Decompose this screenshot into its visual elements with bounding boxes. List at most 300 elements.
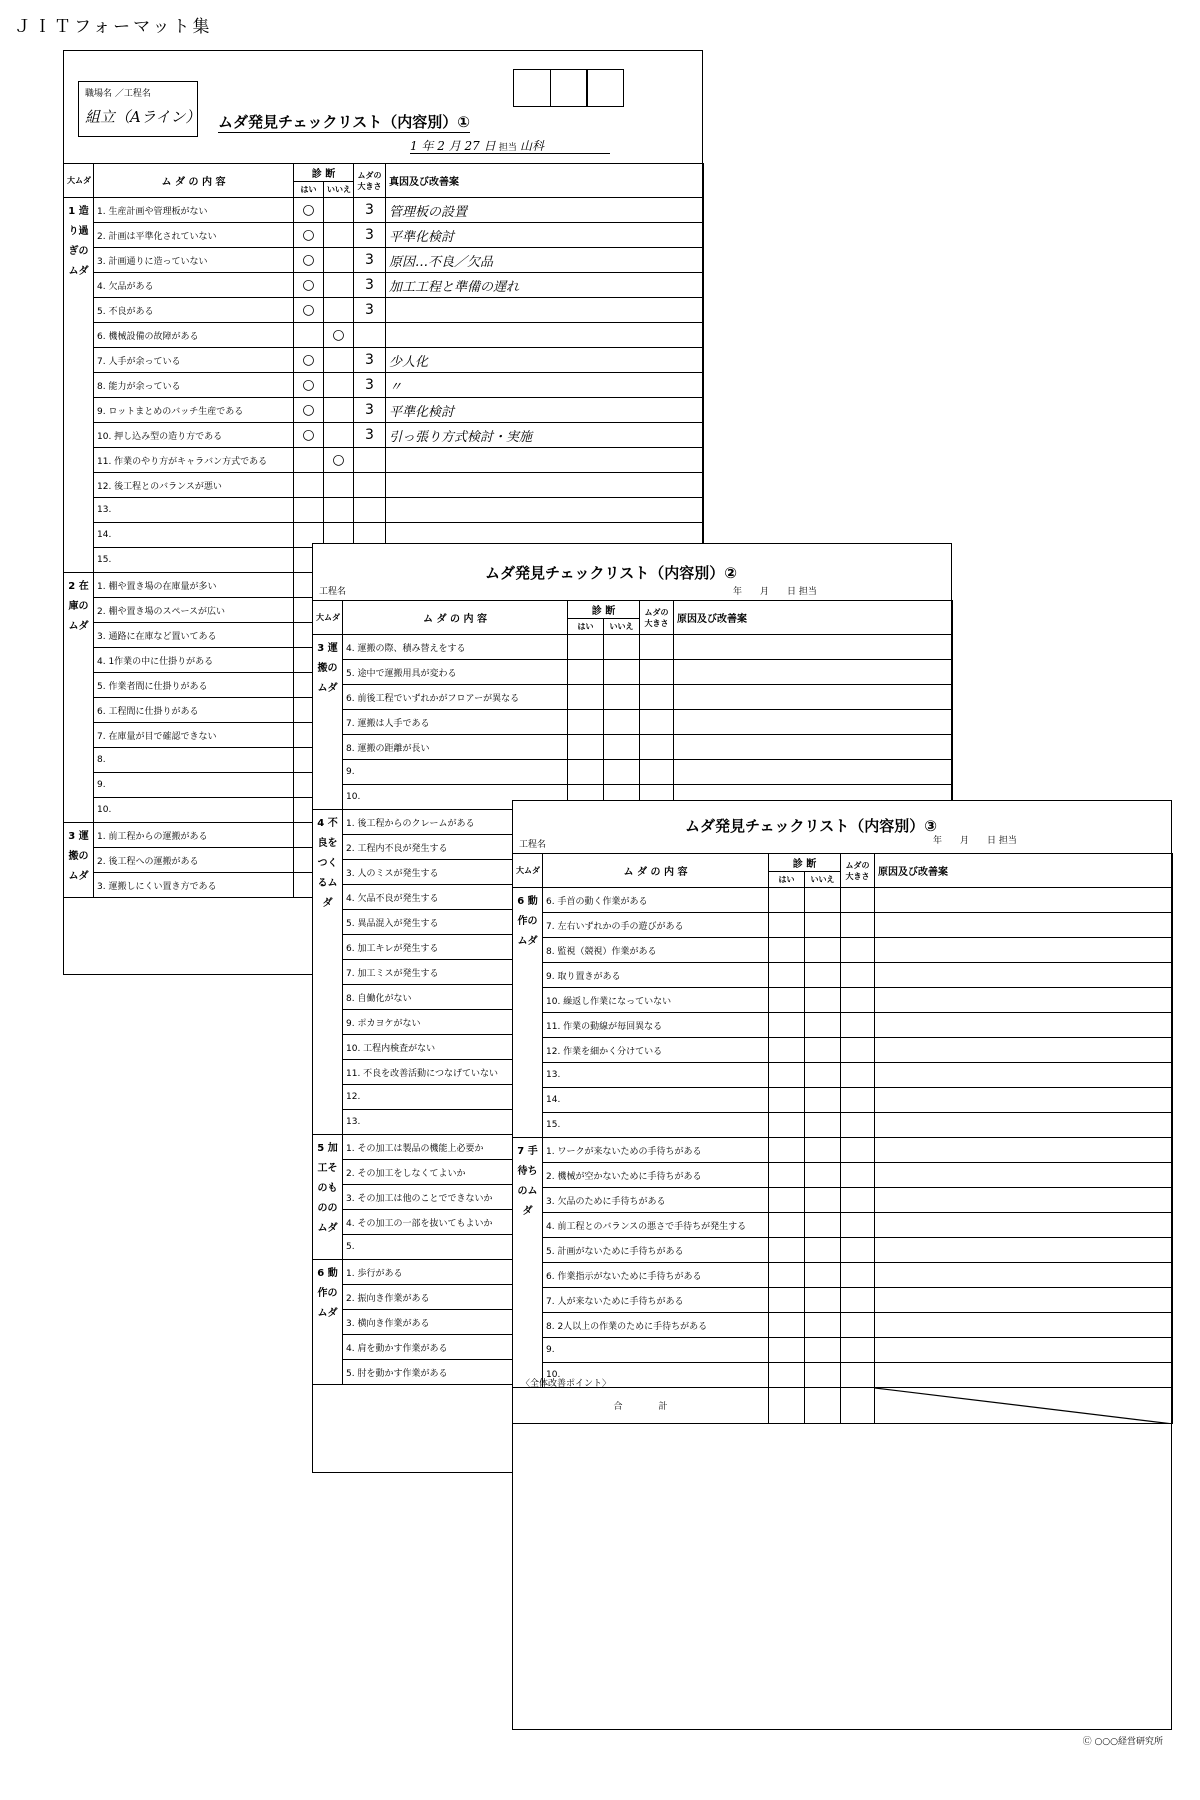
- table-row: [313, 660, 953, 685]
- col-cause-header: 原因及び改善案: [674, 601, 953, 635]
- table-row: [64, 198, 704, 223]
- waste-item: 7. 加工ミスが発生する: [343, 960, 568, 985]
- yes-check-cell[interactable]: ○: [294, 348, 324, 373]
- cause-cell[interactable]: [674, 760, 953, 785]
- workplace-value: 組立（Aライン）: [85, 108, 201, 126]
- category-cell: 4 不良をつくるムダ: [313, 810, 343, 1135]
- table-row: [313, 735, 953, 760]
- no-check-cell[interactable]: [324, 398, 354, 423]
- col-size-header: ムダの大きさ: [640, 601, 674, 635]
- person-value: 山科: [520, 139, 545, 153]
- waste-item: 9.: [543, 1338, 769, 1363]
- no-check-cell[interactable]: [604, 735, 640, 760]
- no-check-cell[interactable]: [324, 273, 354, 298]
- waste-item: 9.: [343, 760, 568, 785]
- waste-size-cell[interactable]: [841, 1088, 875, 1113]
- approval-stamp-boxes: [515, 69, 624, 107]
- waste-item: 8.: [94, 748, 294, 773]
- waste-size-cell[interactable]: [841, 1263, 875, 1288]
- waste-size-cell[interactable]: [841, 1288, 875, 1313]
- cause-cell[interactable]: [875, 963, 1173, 988]
- waste-size-cell[interactable]: [354, 448, 386, 473]
- yes-check-cell[interactable]: [769, 963, 805, 988]
- table-row: [64, 273, 704, 298]
- waste-item: 10.: [543, 1363, 769, 1388]
- waste-item: 14.: [94, 523, 294, 548]
- waste-item: 8. 自働化がない: [343, 985, 568, 1010]
- waste-size-cell[interactable]: [841, 1138, 875, 1163]
- waste-item: 13.: [94, 498, 294, 523]
- overall-improvement-label: 〈全体改善ポイント〉: [521, 1379, 612, 1389]
- table-row: [64, 448, 704, 473]
- waste-size-cell[interactable]: 3: [354, 248, 386, 273]
- yes-check-cell[interactable]: ○: [294, 273, 324, 298]
- col-size-header: ムダの大きさ: [841, 854, 875, 888]
- cause-cell[interactable]: [875, 1038, 1173, 1063]
- yes-check-cell[interactable]: [568, 685, 604, 710]
- checklist-sheet-3: [512, 800, 1172, 1747]
- waste-item: 12. 後工程とのバランスが悪い: [94, 473, 294, 498]
- waste-size-cell[interactable]: [841, 1013, 875, 1038]
- waste-item: 13.: [343, 1110, 568, 1135]
- cause-cell[interactable]: [875, 1363, 1173, 1388]
- table-row: [513, 888, 1173, 913]
- waste-size-cell[interactable]: [841, 1213, 875, 1238]
- no-check-cell[interactable]: [805, 1138, 841, 1163]
- cause-cell[interactable]: [875, 1313, 1173, 1338]
- date-line: [410, 137, 610, 154]
- table-row: [513, 1063, 1173, 1088]
- yes-check-cell[interactable]: [769, 1063, 805, 1088]
- yes-check-cell[interactable]: [769, 1263, 805, 1288]
- waste-size-cell[interactable]: 3: [354, 198, 386, 223]
- waste-item: 2. 計画は平準化されていない: [94, 223, 294, 248]
- yes-check-cell[interactable]: [769, 1338, 805, 1363]
- table-row: [64, 498, 704, 523]
- table-row: [64, 298, 704, 323]
- cause-cell[interactable]: [875, 1013, 1173, 1038]
- no-check-cell[interactable]: [805, 1288, 841, 1313]
- col-diag-header: 診 断: [294, 164, 354, 182]
- col-diag-header: 診 断: [568, 601, 640, 619]
- yes-check-cell[interactable]: [769, 1363, 805, 1388]
- category-cell: 1 造り過ぎのムダ: [64, 198, 94, 573]
- waste-size-cell[interactable]: 3: [354, 373, 386, 398]
- no-check-cell[interactable]: [604, 685, 640, 710]
- category-cell: 6 動作のムダ: [313, 1260, 343, 1385]
- table-row: [513, 1163, 1173, 1188]
- waste-item: 7. 左右いずれかの手の遊びがある: [543, 913, 769, 938]
- waste-item: 6. 作業指示がないために手待ちがある: [543, 1263, 769, 1288]
- cause-cell[interactable]: [386, 498, 704, 523]
- waste-item: 1. 後工程からのクレームがある: [343, 810, 568, 835]
- cause-cell[interactable]: [674, 735, 953, 760]
- waste-item: 10.: [94, 798, 294, 823]
- cause-cell[interactable]: 加工工程と準備の遅れ: [386, 273, 704, 298]
- waste-size-cell[interactable]: [841, 963, 875, 988]
- waste-item: 1. 棚や置き場の在庫量が多い: [94, 573, 294, 598]
- yes-check-cell[interactable]: [568, 660, 604, 685]
- no-check-cell[interactable]: [604, 660, 640, 685]
- waste-item: 4. 欠品がある: [94, 273, 294, 298]
- cause-cell[interactable]: [674, 710, 953, 735]
- yes-check-cell[interactable]: [769, 1163, 805, 1188]
- waste-size-cell[interactable]: [841, 1163, 875, 1188]
- waste-size-cell[interactable]: [841, 913, 875, 938]
- cause-cell[interactable]: 引っ張り方式検討・実施: [386, 423, 704, 448]
- cause-cell[interactable]: [875, 1113, 1173, 1138]
- no-check-cell[interactable]: [805, 1013, 841, 1038]
- no-check-cell[interactable]: [805, 1263, 841, 1288]
- cause-cell[interactable]: 管理板の設置: [386, 198, 704, 223]
- waste-item: 6. 加工キレが発生する: [343, 935, 568, 960]
- col-content-header: ム ダ の 内 容: [343, 601, 568, 635]
- waste-item: 5.: [343, 1235, 568, 1260]
- waste-size-cell[interactable]: [640, 735, 674, 760]
- no-check-cell[interactable]: [805, 1088, 841, 1113]
- no-check-cell[interactable]: [805, 1313, 841, 1338]
- yes-check-cell[interactable]: [568, 710, 604, 735]
- waste-item: 3. 欠品のために手待ちがある: [543, 1188, 769, 1213]
- copyright-footer: Ⓒ ○○○経営研究所: [1082, 1737, 1163, 1747]
- table-row: [64, 323, 704, 348]
- waste-item: 1. 前工程からの運搬がある: [94, 823, 294, 848]
- table-row: [513, 1138, 1173, 1163]
- table-row: [64, 223, 704, 248]
- waste-size-cell[interactable]: 3: [354, 398, 386, 423]
- waste-item: 5. 途中で運搬用具が変わる: [343, 660, 568, 685]
- category-cell: 3 運搬のムダ: [64, 823, 94, 898]
- table-row: [513, 1338, 1173, 1363]
- yes-check-cell[interactable]: ○: [294, 373, 324, 398]
- cause-cell[interactable]: 少人化: [386, 348, 704, 373]
- page-header: ＪＩＴフォーマット集: [14, 17, 213, 37]
- waste-size-cell[interactable]: [841, 988, 875, 1013]
- col-yes-header: はい: [294, 182, 324, 198]
- yes-check-cell[interactable]: [769, 913, 805, 938]
- col-no-header: いいえ: [324, 182, 354, 198]
- cause-cell[interactable]: 〃: [386, 373, 704, 398]
- waste-item: 2. 後工程への運搬がある: [94, 848, 294, 873]
- waste-item: 11. 作業のやり方がキャラバン方式である: [94, 448, 294, 473]
- waste-size-cell[interactable]: 3: [354, 298, 386, 323]
- table-row: [313, 760, 953, 785]
- col-yes-header: はい: [769, 872, 805, 888]
- table-row: [313, 685, 953, 710]
- yes-check-cell[interactable]: [769, 1313, 805, 1338]
- cause-cell[interactable]: [875, 938, 1173, 963]
- waste-item: 13.: [543, 1063, 769, 1088]
- waste-size-cell[interactable]: [640, 635, 674, 660]
- waste-size-cell[interactable]: 3: [354, 273, 386, 298]
- yes-check-cell[interactable]: [568, 760, 604, 785]
- waste-item: 9. ロットまとめのバッチ生産である: [94, 398, 294, 423]
- table-row: [313, 635, 953, 660]
- no-check-cell[interactable]: [324, 223, 354, 248]
- cause-cell[interactable]: [875, 1263, 1173, 1288]
- table-row: [513, 1213, 1173, 1238]
- waste-size-cell[interactable]: [640, 660, 674, 685]
- waste-item: 1. その加工は製品の機能上必要か: [343, 1135, 568, 1160]
- yes-check-cell[interactable]: ○: [294, 423, 324, 448]
- waste-item: 8. 能力が余っている: [94, 373, 294, 398]
- waste-item: 7. 在庫量が目で確認できない: [94, 723, 294, 748]
- yes-check-cell[interactable]: [294, 473, 324, 498]
- table-row: [64, 473, 704, 498]
- waste-size-cell[interactable]: [841, 1238, 875, 1263]
- category-cell: 5 加工そのもののムダ: [313, 1135, 343, 1260]
- workplace-box: [78, 81, 201, 137]
- table-row: [513, 988, 1173, 1013]
- cause-cell[interactable]: [386, 323, 704, 348]
- table-row: [513, 938, 1173, 963]
- yes-check-cell[interactable]: [294, 323, 324, 348]
- process-label: 工程名: [319, 587, 347, 597]
- waste-size-cell[interactable]: [841, 938, 875, 963]
- yes-check-cell[interactable]: ○: [294, 398, 324, 423]
- waste-item: 8. 監視（競視）作業がある: [543, 938, 769, 963]
- no-check-cell[interactable]: [805, 938, 841, 963]
- cause-cell[interactable]: 平準化検討: [386, 398, 704, 423]
- no-check-cell[interactable]: [324, 373, 354, 398]
- cause-cell[interactable]: [875, 1063, 1173, 1088]
- waste-item: 9. 取り置きがある: [543, 963, 769, 988]
- cause-cell[interactable]: [875, 1188, 1173, 1213]
- col-cat-header: 大ムダ: [513, 854, 543, 888]
- waste-item: 12. 作業を細かく分けている: [543, 1038, 769, 1063]
- col-cause-header: 原因及び改善案: [875, 854, 1173, 888]
- yes-check-cell[interactable]: [769, 1188, 805, 1213]
- waste-item: 4. 欠品不良が発生する: [343, 885, 568, 910]
- waste-item: 3. 運搬しにくい置き方である: [94, 873, 294, 898]
- waste-item: 9.: [94, 773, 294, 798]
- no-check-cell[interactable]: [604, 760, 640, 785]
- waste-size-cell[interactable]: 3: [354, 423, 386, 448]
- col-yes-header: はい: [568, 619, 604, 635]
- total-size-cell: [841, 1388, 875, 1424]
- checklist-table-3: [512, 853, 1173, 1424]
- table-row: [513, 913, 1173, 938]
- no-check-cell[interactable]: [805, 1363, 841, 1388]
- date-value: 1 年 2 月 27 日: [410, 139, 496, 153]
- no-check-cell[interactable]: [805, 1188, 841, 1213]
- cause-cell[interactable]: [674, 635, 953, 660]
- waste-item: 3. 人のミスが発生する: [343, 860, 568, 885]
- no-check-cell[interactable]: ○: [324, 448, 354, 473]
- table-row: [513, 1288, 1173, 1313]
- waste-item: 11. 不良を改善活動につなげていない: [343, 1060, 568, 1085]
- no-check-cell[interactable]: [805, 1038, 841, 1063]
- cause-cell[interactable]: [875, 1338, 1173, 1363]
- cause-cell[interactable]: [875, 1138, 1173, 1163]
- yes-check-cell[interactable]: [769, 1238, 805, 1263]
- no-check-cell[interactable]: [805, 1163, 841, 1188]
- waste-item: 7. 運搬は人手である: [343, 710, 568, 735]
- waste-item: 1. 歩行がある: [343, 1260, 568, 1285]
- person-label: 担当: [498, 143, 517, 153]
- no-check-cell[interactable]: [805, 913, 841, 938]
- col-cause-header: 真因及び改善案: [386, 164, 704, 198]
- total-cause-cell: [875, 1388, 1173, 1424]
- waste-item: 14.: [543, 1088, 769, 1113]
- waste-size-cell[interactable]: [841, 1063, 875, 1088]
- total-yes-cell: [769, 1388, 805, 1424]
- workplace-label: 職場名 ／工程名: [85, 89, 151, 99]
- cause-cell[interactable]: [386, 448, 704, 473]
- waste-item: 5. 肘を動かす作業がある: [343, 1360, 568, 1385]
- yes-check-cell[interactable]: [568, 735, 604, 760]
- table-row: [513, 1013, 1173, 1038]
- no-check-cell[interactable]: [324, 423, 354, 448]
- yes-check-cell[interactable]: [294, 448, 324, 473]
- yes-check-cell[interactable]: [769, 1213, 805, 1238]
- col-size-header: ムダの大きさ: [354, 164, 386, 198]
- waste-item: 4. その加工の一部を抜いてもよいか: [343, 1210, 568, 1235]
- cause-cell[interactable]: [875, 988, 1173, 1013]
- table-row: [513, 1088, 1173, 1113]
- no-check-cell[interactable]: [805, 988, 841, 1013]
- cause-cell[interactable]: [875, 888, 1173, 913]
- waste-item: 3. 計画通りに造っていない: [94, 248, 294, 273]
- waste-item: 2. 工程内不良が発生する: [343, 835, 568, 860]
- yes-check-cell[interactable]: [769, 1138, 805, 1163]
- waste-size-cell[interactable]: [841, 1113, 875, 1138]
- waste-size-cell[interactable]: [640, 710, 674, 735]
- waste-size-cell[interactable]: [841, 1313, 875, 1338]
- col-content-header: ム ダ の 内 容: [94, 164, 294, 198]
- yes-check-cell[interactable]: [769, 1088, 805, 1113]
- yes-check-cell[interactable]: [769, 938, 805, 963]
- waste-item: 1. ワークが来ないための手待ちがある: [543, 1138, 769, 1163]
- col-diag-header: 診 断: [769, 854, 841, 872]
- yes-check-cell[interactable]: [568, 635, 604, 660]
- waste-size-cell[interactable]: [354, 323, 386, 348]
- no-check-cell[interactable]: [604, 635, 640, 660]
- waste-item: 15.: [543, 1113, 769, 1138]
- waste-size-cell[interactable]: [841, 888, 875, 913]
- yes-check-cell[interactable]: ○: [294, 248, 324, 273]
- cause-cell[interactable]: [674, 660, 953, 685]
- no-check-cell[interactable]: [324, 348, 354, 373]
- cause-cell[interactable]: [674, 685, 953, 710]
- yes-check-cell[interactable]: ○: [294, 198, 324, 223]
- no-check-cell[interactable]: [805, 1113, 841, 1138]
- no-check-cell[interactable]: [324, 248, 354, 273]
- yes-check-cell[interactable]: [294, 498, 324, 523]
- table-row: [64, 248, 704, 273]
- cause-cell[interactable]: [386, 473, 704, 498]
- cause-cell[interactable]: [875, 913, 1173, 938]
- process-label: 工程名: [519, 840, 547, 850]
- waste-item: 4. 運搬の際、積み替えをする: [343, 635, 568, 660]
- category-cell: 3 運搬のムダ: [313, 635, 343, 810]
- waste-size-cell[interactable]: [841, 1363, 875, 1388]
- waste-item: 10. 繰返し作業になっていない: [543, 988, 769, 1013]
- cause-cell[interactable]: [386, 298, 704, 323]
- col-no-header: いいえ: [604, 619, 640, 635]
- waste-size-cell[interactable]: 3: [354, 348, 386, 373]
- waste-item: 8. 2人以上の作業のために手待ちがある: [543, 1313, 769, 1338]
- col-cat-header: 大ムダ: [64, 164, 94, 198]
- no-check-cell[interactable]: [324, 298, 354, 323]
- table-row: [64, 398, 704, 423]
- table-row: [64, 348, 704, 373]
- table-row: [313, 710, 953, 735]
- table-row: [64, 423, 704, 448]
- waste-item: 3. その加工は他のことでできないか: [343, 1185, 568, 1210]
- cause-cell[interactable]: 原因…不良／欠品: [386, 248, 704, 273]
- waste-item: 5. 計画がないために手待ちがある: [543, 1238, 769, 1263]
- waste-item: 4. 肩を動かす作業がある: [343, 1335, 568, 1360]
- no-check-cell[interactable]: [805, 1213, 841, 1238]
- waste-size-cell[interactable]: [354, 498, 386, 523]
- yes-check-cell[interactable]: [769, 1013, 805, 1038]
- table-row: [513, 1313, 1173, 1338]
- waste-item: 3. 横向き作業がある: [343, 1310, 568, 1335]
- yes-check-cell[interactable]: [769, 888, 805, 913]
- waste-item: 10. 工程内検査がない: [343, 1035, 568, 1060]
- waste-size-cell[interactable]: [640, 760, 674, 785]
- table-row: [513, 1038, 1173, 1063]
- yes-check-cell[interactable]: [769, 988, 805, 1013]
- yes-check-cell[interactable]: [769, 1113, 805, 1138]
- yes-check-cell[interactable]: ○: [294, 223, 324, 248]
- table-row: [513, 1188, 1173, 1213]
- cause-cell[interactable]: [875, 1163, 1173, 1188]
- no-check-cell[interactable]: [324, 198, 354, 223]
- cause-cell[interactable]: [875, 1088, 1173, 1113]
- sheet-title: ムダ発見チェックリスト（内容別）②: [485, 564, 737, 582]
- waste-item: 1. 生産計画や管理板がない: [94, 198, 294, 223]
- waste-size-cell[interactable]: [841, 1038, 875, 1063]
- waste-size-cell[interactable]: [841, 1338, 875, 1363]
- cause-cell[interactable]: [875, 1213, 1173, 1238]
- waste-size-cell[interactable]: [640, 685, 674, 710]
- no-check-cell[interactable]: [805, 1238, 841, 1263]
- no-check-cell[interactable]: [805, 1338, 841, 1363]
- waste-item: 3. 通路に在庫など置いてある: [94, 623, 294, 648]
- waste-size-cell[interactable]: [841, 1188, 875, 1213]
- no-check-cell[interactable]: [324, 473, 354, 498]
- waste-size-cell[interactable]: 3: [354, 223, 386, 248]
- yes-check-cell[interactable]: ○: [294, 298, 324, 323]
- no-check-cell[interactable]: [805, 963, 841, 988]
- yes-check-cell[interactable]: [769, 1038, 805, 1063]
- no-check-cell[interactable]: [604, 710, 640, 735]
- waste-item: 5. 作業者間に仕掛りがある: [94, 673, 294, 698]
- waste-item: 2. 機械が空かないために手待ちがある: [543, 1163, 769, 1188]
- waste-size-cell[interactable]: [354, 473, 386, 498]
- col-cat-header: 大ムダ: [313, 601, 343, 635]
- waste-item: 15.: [94, 548, 294, 573]
- waste-item: 5. 異品混入が発生する: [343, 910, 568, 935]
- date-person-label: 年 月 日 担当: [933, 836, 1017, 846]
- no-check-cell[interactable]: [324, 498, 354, 523]
- no-check-cell[interactable]: [805, 888, 841, 913]
- no-check-cell[interactable]: ○: [324, 323, 354, 348]
- sheet-title: ムダ発見チェックリスト（内容別）③: [685, 817, 937, 835]
- waste-item: 6. 工程間に仕掛りがある: [94, 698, 294, 723]
- table-row: [513, 1238, 1173, 1263]
- cause-cell[interactable]: 平準化検討: [386, 223, 704, 248]
- cause-cell[interactable]: [875, 1288, 1173, 1313]
- waste-item: 8. 運搬の距離が長い: [343, 735, 568, 760]
- yes-check-cell[interactable]: [769, 1288, 805, 1313]
- waste-item: 6. 手首の動く作業がある: [543, 888, 769, 913]
- waste-item: 6. 機械設備の故障がある: [94, 323, 294, 348]
- cause-cell[interactable]: [875, 1238, 1173, 1263]
- no-check-cell[interactable]: [805, 1063, 841, 1088]
